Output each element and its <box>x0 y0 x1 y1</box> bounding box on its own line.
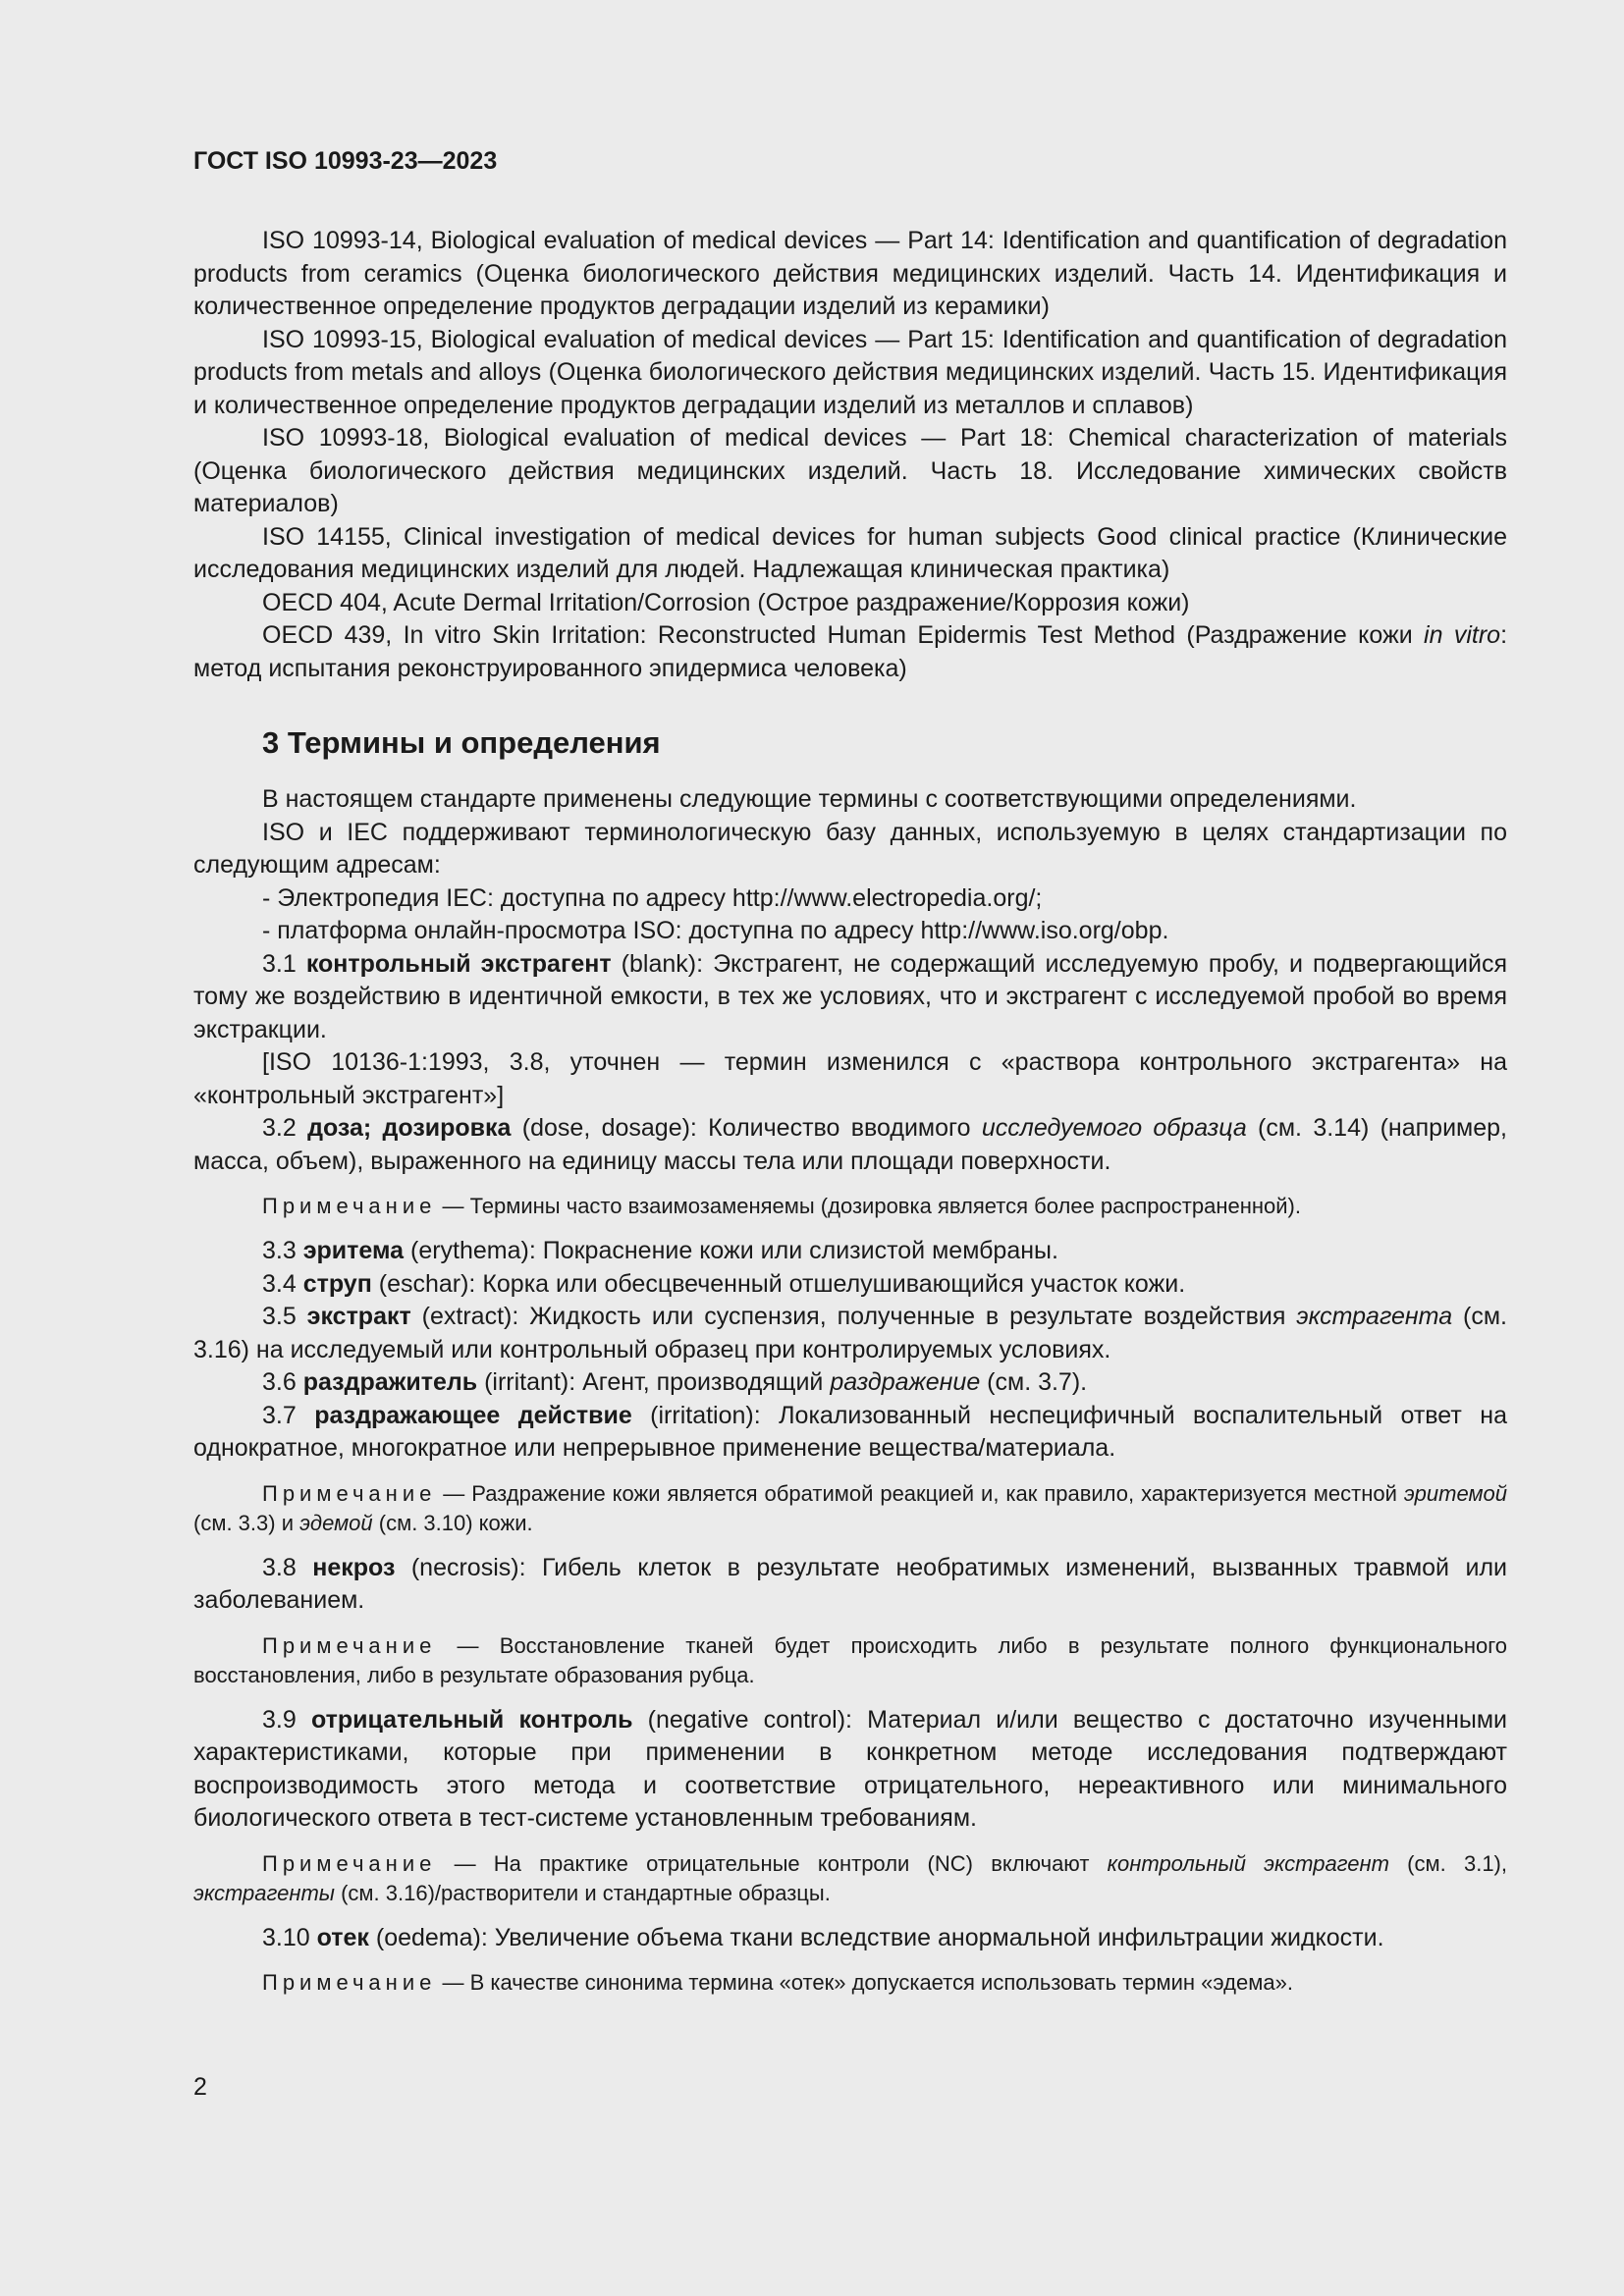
term-3-6: 3.6 раздражитель (irritant): Агент, производящий раздражение (см. 3.7). <box>262 1368 1088 1396</box>
document-body <box>193 225 1507 2011</box>
note-3-8: Примечание — Восстановление тканей будет происходить либо в результате полного функционального восстановления, либо в результате образования рубца. <box>193 1632 1507 1687</box>
section-title: 3 Термины и определения <box>262 725 661 760</box>
page-number: 2 <box>193 2073 207 2101</box>
term-3-4: 3.4 струп (eschar): Корка или обесцвеченный отшелушивающийся участок кожи. <box>262 1269 1186 1298</box>
iso-iec-paragraph: ISO и IEC поддерживают терминологическую базу данных, используемую в целях стандартизации по следующим адресам: <box>193 818 1507 879</box>
term-3-3: 3.3 эритема (erythema): Покраснение кожи или слизистой мембраны. <box>262 1237 1058 1264</box>
document-header: ГОСТ ISO 10993-23—2023 <box>193 147 498 175</box>
term-3-1: 3.1 контрольный экстрагент (blank): Экстрагент, не содержащий исследуемую пробу, и подвергающийся тому же воздействию в идентичной емкости, в тех же условиях, что и экстрагент с исследуемой пробой во время экстракции. <box>193 949 1507 1043</box>
note-3-9: Примечание — На практике отрицательные контроли (NC) включают контрольный экстрагент (см. 3.1), экстрагенты (см. 3.16)/растворители и стандартные образцы. <box>193 1850 1507 1905</box>
ref-iso-10993-18: ISO 10993-18, Biological evaluation of medical devices — Part 18: Chemical characterization of materials (Оценка биологического действия медицинских изделий. Часть 18. Исследование химических свойств материалов) <box>193 424 1507 517</box>
term-3-8: 3.8 некроз (necrosis): Гибель клеток в результате необратимых изменений, вызванных травмой или заболеванием. <box>193 1553 1507 1614</box>
note-3-7: Примечание — Раздражение кожи является обратимой реакцией и, как правило, характеризуется местной эритемой (см. 3.3) и эдемой (см. 3.10) кожи. <box>193 1480 1507 1535</box>
ref-iso-10993-15: ISO 10993-15, Biological evaluation of medical devices — Part 15: Identification and quantification of degradation products from metals and alloys (Оценка биологического действия медицинских изделий. Часть 15. Идентификация и количественное определение продуктов деградации изделий из металлов и сплавов) <box>193 325 1507 419</box>
term-3-7: 3.7 раздражающее действие (irritation): Локализованный неспецифичный воспалительный ответ на однократное, многократное или непрерывное применение вещества/материала. <box>193 1401 1507 1462</box>
section-intro: В настоящем стандарте применены следующие термины с соответствующими определениями. <box>262 785 1357 813</box>
dash-item-electropedia: - Электропедия IEC: доступна по адресу http://www.electropedia.org/; <box>262 883 1043 912</box>
term-3-9: 3.9 отрицательный контроль (negative control): Материал и/или вещество с достаточно изученными характеристиками, которые при применении в конкретном методе исследования подтверждают воспроизводимость этого метода и соответствие отрицательного, нереактивного или минимального биологического ответа в тест-системе установленным требованиям. <box>193 1705 1508 1832</box>
note-3-2: Примечание — Термины часто взаимозаменяемы (дозировка является более распространенной). <box>262 1194 1301 1218</box>
term-3-1-source: [ISO 10136-1:1993, 3.8, уточнен — термин изменился с «раствора контрольного экстрагента» на «контрольный экстрагент»] <box>193 1048 1507 1109</box>
ref-oecd-404: OECD 404, Acute Dermal Irritation/Corrosion (Острое раздражение/Коррозия кожи) <box>262 588 1190 616</box>
ref-iso-10993-14: ISO 10993-14, Biological evaluation of medical devices — Part 14: Identification and quantification of degradation products from ceramics (Оценка биологического действия медицинских изделий. Часть 14. Идентификация и количественное определение продуктов деградации изделий из керамики) <box>193 227 1507 320</box>
term-3-2: 3.2 доза; дозировка (dose, dosage): Количество вводимого исследуемого образца (см. 3.14) (например, масса, объем), выраженного на единицу массы тела или площади поверхности. <box>193 1114 1507 1175</box>
term-3-10: 3.10 отек (oedema): Увеличение объема ткани вследствие анормальной инфильтрации жидкости. <box>262 1923 1384 1951</box>
ref-oecd-439: OECD 439, In vitro Skin Irritation: Reconstructed Human Epidermis Test Method (Раздражение кожи in vitro: метод испытания реконструированного эпидермиса человека) <box>193 621 1508 682</box>
ref-iso-14155: ISO 14155, Clinical investigation of medical devices for human subjects Good clinical practice (Клинические исследования медицинских изделий для людей. Надлежащая клиническая практика) <box>193 522 1507 583</box>
dash-item-iso-obp: - платформа онлайн-просмотра ISO: доступна по адресу http://www.iso.org/obp. <box>262 917 1169 944</box>
note-3-10: Примечание — В качестве синонима термина «отек» допускается использовать термин «эдема». <box>262 1970 1293 1995</box>
term-3-5: 3.5 экстракт (extract): Жидкость или суспензия, полученные в результате воздействия экстрагента (см. 3.16) на исследуемый или контрольный образец при контролируемых условиях. <box>193 1303 1507 1363</box>
